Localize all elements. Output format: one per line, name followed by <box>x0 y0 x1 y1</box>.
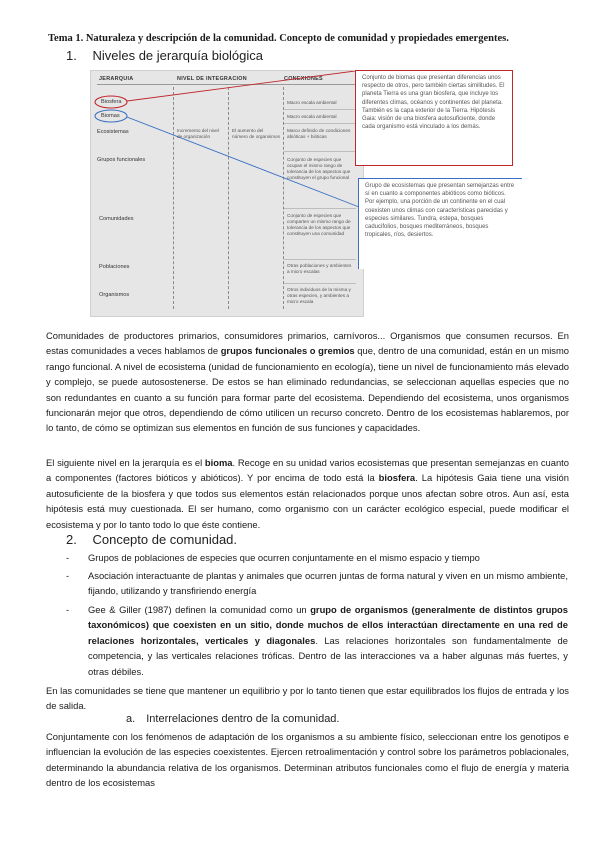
paragraph-2 <box>46 455 569 532</box>
connection-ecosistemas: Marco definido de condiciones abióticas + bióticas <box>287 128 351 139</box>
connection-grupos: Conjunto de especies que ocupan el mismo rango de tolerancia de los aspectos que constituyen el grupo funcional <box>287 157 351 180</box>
paragraph-2-bold: bioma <box>204 457 233 468</box>
paragraph-1 <box>46 328 569 436</box>
section-1-title: Niveles de jerarquía biológica <box>92 48 264 63</box>
biomas-callout: Grupo de ecosistemas que presentan semejanzas entre sí en cuanto a componentes abióticos como bióticos. Por ejemplo, una porción de un continente en el cual coexisten unos climas con características parecidas y especies similares. Tundra, estepa, bosques caducifolios, bosques mediterráneos, bosques tropicales, ríos, desiertos. <box>358 178 522 269</box>
integration-text-1: Incremento del nivel de organización <box>177 128 219 139</box>
row-biomas: Biomas <box>101 113 120 119</box>
biosfera-callout: Conjunto de biomas que presentan diferencias unos respecto de otros, pero también ciertas similitudes. El planeta Tierra es una gran biosfera, que incluye los diferentes climas, océanos y continentes del planeta. También es la capa exterior de la Tierra. Hipótesis Gaia: visión de una biosfera autosuficiente, donde cada organismo está vinculado a los demás. <box>355 70 513 166</box>
row-comunidades: Comunidades <box>99 216 134 222</box>
section-1-heading <box>66 48 263 63</box>
section-1-number: 1. <box>66 48 77 63</box>
paragraph-2-text: El siguiente nivel en la jerarquía es el <box>46 457 205 468</box>
connection-biomas: Macro escala ambiental <box>287 114 337 119</box>
bullet-dash: - <box>66 570 70 581</box>
row-organismos: Organismos <box>99 292 130 298</box>
bullet-dash: - <box>66 552 70 563</box>
hierarchy-figure <box>90 70 364 317</box>
row-poblaciones: Poblaciones <box>99 264 130 270</box>
row-grupos-funcionales: Grupos funcionales <box>97 157 146 163</box>
bullet-2: Asociación interactuante de plantas y animales que ocurren juntas de forma natural y viven en un mismo ambiente, fijando, utilizando y transfiriendo energía <box>88 570 568 597</box>
paragraph-3: En las comunidades se tiene que mantener un equilibrio y por lo tanto tienen que estar equilibrados los flujos de entrada y los de salida. <box>46 685 569 712</box>
row-ecosistemas: Ecosistemas <box>97 129 129 135</box>
document-title: Tema 1. Naturaleza y descripción de la comunidad. Concepto de comunidad y propiedades emergentes. <box>48 33 509 44</box>
row-biosfera: Biosfera <box>101 99 122 105</box>
paragraph-2-bold: biosfera <box>378 472 416 484</box>
connector-lines <box>91 71 363 316</box>
paragraph-2-text: . Recoge en su unidad varios ecosistemas que presentan semejanzas en cuanto a componentes (factores bióticos y abióticos). Y por encima de todo está la <box>46 457 569 484</box>
connection-organismos: Otros individuos de la misma y otras especies, y ambientes a micro escala <box>287 287 351 304</box>
subsection-a-heading <box>126 713 339 725</box>
paragraph-1-text: que, dentro de una comunidad, están en un mismo rango funcional. A nivel de ecosistema (unidad de funcionamiento en ecología), tiene un nivel de funcionamiento más elevado y complejo, se puede autosostenerse. De estos se han eliminado redundancias, se seleccionan aquellas especies que no son redundantes en cuanto a su función para formar parte del ecosistema. Dependiendo del ecosistema, unos organismos funcionarán mejor que otros, dependiendo de cómo utilicen un recurso concreto. Dentro de los ecosistemas hablaremos, por lo tanto, de cómo se optimizan sus elementos en función de sus funciones y capacidades. <box>46 345 570 434</box>
connection-comunidades: Conjunto de especies que comparten un mismo rango de tolerancia de los aspectos que constituyen una comunidad <box>287 213 351 236</box>
section-2-number: 2. <box>66 532 77 547</box>
paragraph-4: Conjuntamente con los fenómenos de adaptación de los organismos a su ambiente físico, seleccionan entre los genotipos e influencian la evolución de las especies coexistentes. Ejercen retroalimentación y control sobre los parámetros poblacionales, determinando la abundancia relativa de los organismos. Determinan atributos funcionales como el flujo de energía y materia dentro de los ecosistemas <box>46 731 569 789</box>
paragraph-1-bold: grupos funcionales o gremios <box>220 345 355 357</box>
bullet-dash: - <box>66 604 70 615</box>
subsection-a-letter: a. <box>126 713 136 725</box>
bullet-3-text: Gee & Giller (1987) definen la comunidad como un <box>88 604 311 615</box>
biosfera-connector <box>127 71 355 101</box>
bullet-3 <box>88 602 568 679</box>
integration-text-2: El aumento del número de organismos <box>232 128 280 139</box>
col-header-jerarquia: JERARQUIA <box>99 76 134 82</box>
col-header-connections: CONEXIONES <box>284 76 323 82</box>
bullet-1: Grupos de poblaciones de especies que ocurren conjuntamente en el mismo espacio y tiempo <box>88 552 480 563</box>
connection-poblaciones: Otras poblaciones y ambientes a micro escalas <box>287 263 352 274</box>
connection-biosfera: Macro escala ambiental <box>287 100 337 105</box>
paragraph-2-text: . La hipótesis Gaia tiene una visión autosuficiente de la biosfera y que todos sus elementos están relacionados porque unos afectan sobre otros. Aun así, esta hipótesis está muy cuestionada. El ser humano, como organismo con un carácter ecológico especial, puede modificar el ecosistema y por lo tanto todo lo que éste contiene. <box>46 472 569 530</box>
paragraph-1-text: Comunidades de productores primarios, consumidores primarios, carnívoros... Organismos que consumen recursos. En estas comunidades a veces hablamos de <box>46 330 569 357</box>
section-2-title: Concepto de comunidad. <box>92 532 238 547</box>
subsection-a-title: Interrelaciones dentro de la comunidad. <box>146 713 340 725</box>
bullet-3-bold: grupo de organismos (generalmente de distintos grupos taxonómicos) que coexisten en un sitio, donde muchos de ellos interactúan directamente en una red de relaciones horizontales, verticales y diagonales <box>88 604 568 646</box>
bullet-3-text: . Las relaciones horizontales son fundamentalmente de competencia, y las verticales relaciones tróficas. Dentro de las interacciones va a haber algunas más fuertes, y otras débiles. <box>88 634 568 677</box>
section-2-heading <box>66 532 237 547</box>
col-header-integration: NIVEL DE INTEGRACION <box>177 76 247 82</box>
